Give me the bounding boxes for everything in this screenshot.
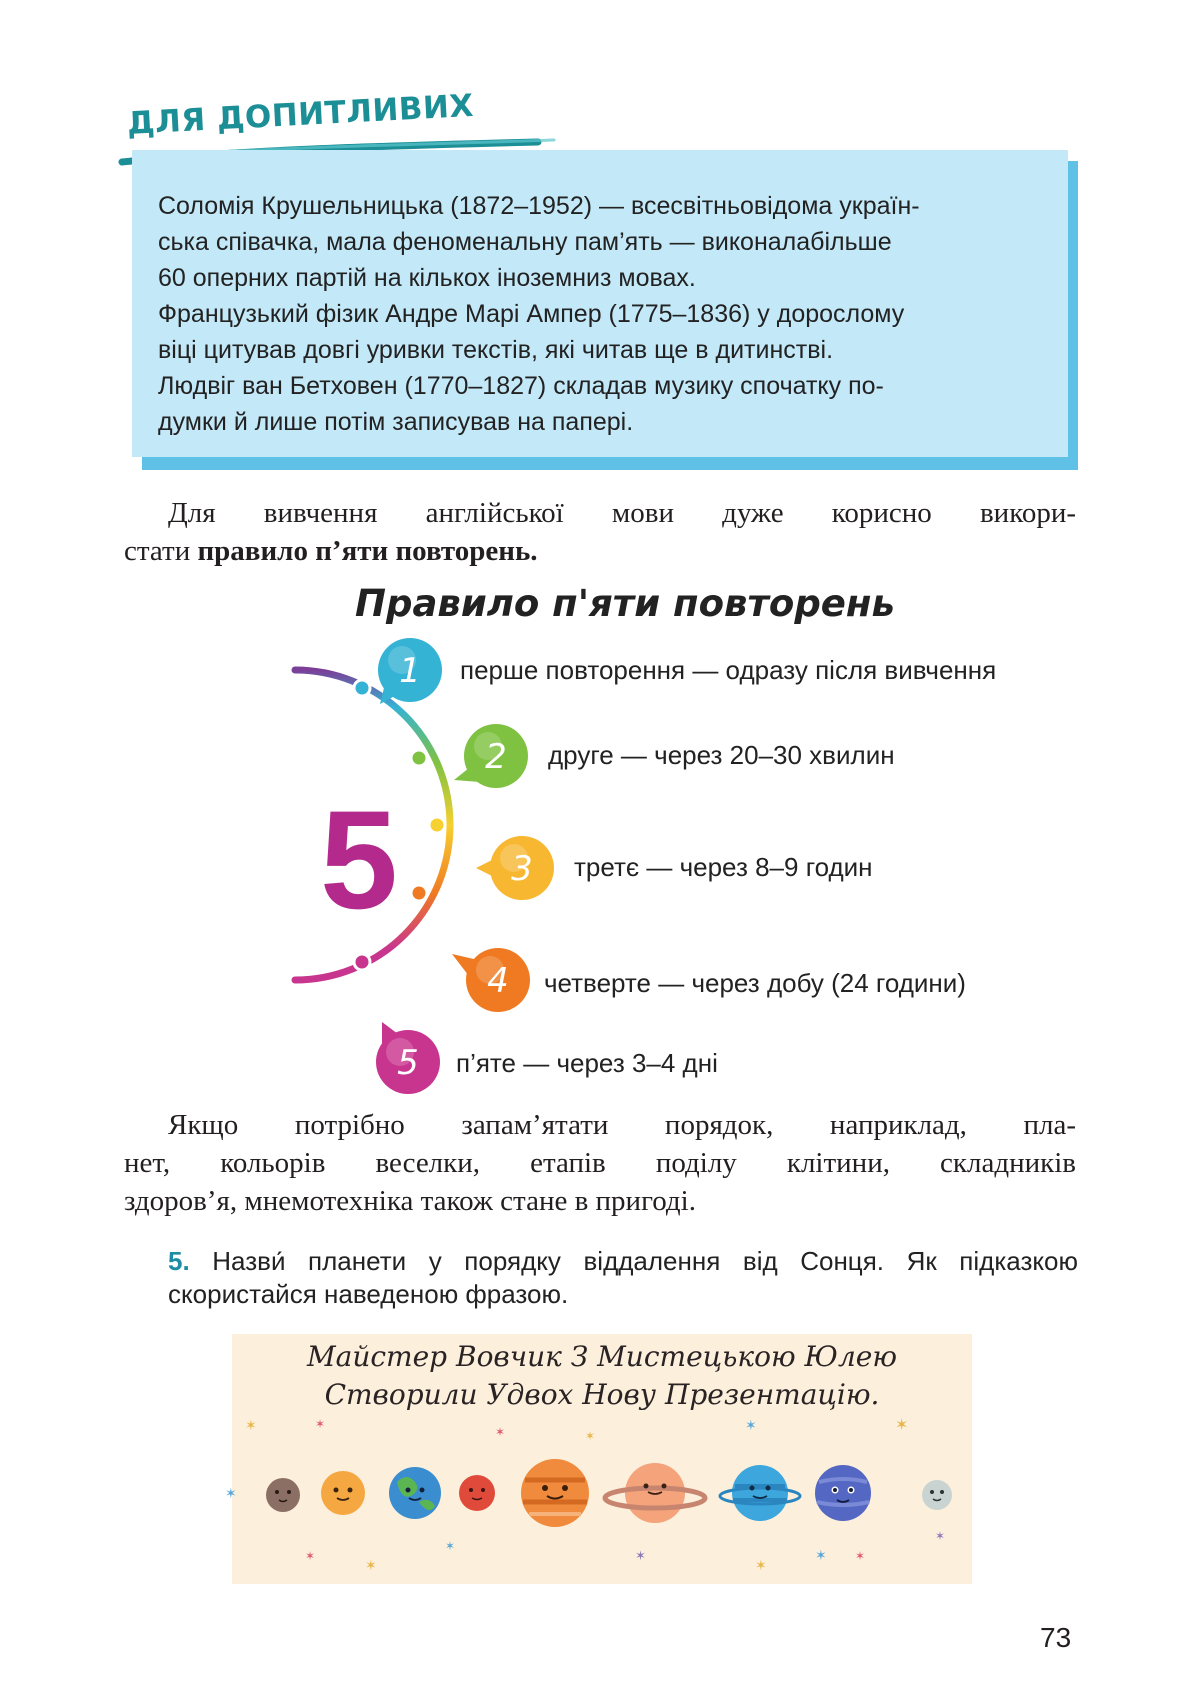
planet-mercury: [266, 1478, 300, 1512]
planet-mars: [459, 1475, 495, 1511]
svg-text:✶: ✶: [365, 1557, 377, 1573]
big-five-number: 5: [320, 781, 398, 938]
svg-text:✶: ✶: [935, 1529, 946, 1543]
step-4-bubble: [450, 942, 534, 1016]
mnemonic-phrase: [232, 1338, 972, 1414]
svg-text:✶: ✶: [755, 1557, 767, 1573]
diagram-title: Правило п'яти повторень: [355, 582, 895, 625]
mnemonics-paragraph: [124, 1106, 1076, 1220]
planet-uranus: [720, 1465, 800, 1521]
mnemonic-line-2: Створили Удвох Нову Презентацію.: [324, 1378, 880, 1411]
intro-line-1: [124, 494, 1076, 532]
svg-text:✶: ✶: [585, 1429, 596, 1443]
step-number: 4: [487, 961, 509, 1001]
planets-illustration: [215, 1410, 985, 1586]
info-line: ська співачка, мала феноменальну пам’ять — виконалабільше: [158, 228, 892, 256]
step-number: 3: [511, 849, 533, 889]
mnemonic-line-1: Майстер Вовчик З Мистецькою Юлею: [306, 1340, 898, 1373]
paragraph-line: здоров’я, мнемотехніка також стане в пригоді.: [124, 1185, 696, 1217]
planet-saturn: [605, 1463, 705, 1523]
rule-name-bold: правило п’яти повторень.: [197, 535, 538, 567]
svg-text:✶: ✶: [815, 1547, 827, 1563]
svg-text:✶: ✶: [225, 1485, 237, 1501]
step-5-label: п’яте — через 3–4 дні: [456, 1048, 718, 1078]
svg-text:✶: ✶: [495, 1425, 506, 1439]
info-line: Соломія Крушельницька (1872–1952) — всесвітньовідома україн-: [158, 192, 920, 220]
info-box-text: [158, 188, 1058, 440]
intro-line-2: [124, 532, 1076, 570]
star-icon: [635, 1529, 945, 1563]
step-4-label: четверте — через добу (24 години): [544, 968, 966, 998]
svg-text:✶: ✶: [445, 1539, 456, 1553]
step-1-bubble: [372, 634, 448, 714]
info-line: Французький фізик Андре Марі Ампер (1775–1836) у дорослому: [158, 300, 905, 328]
step-2-label: друге — через 20–30 хвилин: [548, 740, 895, 770]
paragraph-line: нет, кольорів веселки, етапів поділу клітини, складників: [124, 1147, 1076, 1179]
svg-text:✶: ✶: [855, 1549, 866, 1563]
info-line: Людвіг ван Бетховен (1770–1827) складав музику спочатку по-: [158, 372, 884, 400]
svg-text:✶: ✶: [315, 1417, 326, 1431]
task-number: 5.: [168, 1246, 190, 1276]
intro-text: Для вивчення англійської мови дуже корисно викори-: [168, 497, 1076, 529]
paragraph-text: Якщо потрібно запам’ятати порядок, наприклад, пла-: [168, 1109, 1076, 1141]
task-text: Назви́ планети у порядку віддалення від Сонця. Як підказкою скористайся наведеною фразою.: [168, 1246, 1078, 1309]
step-number: 5: [397, 1043, 419, 1083]
sidebar-heading: ДЛЯ ДОПИТЛИВИХ: [126, 87, 475, 142]
svg-text:✶: ✶: [895, 1417, 909, 1434]
step-5-bubble: [368, 1018, 448, 1098]
step-number: 1: [399, 651, 421, 691]
step-3-bubble: [474, 832, 558, 904]
svg-text:✶: ✶: [745, 1417, 757, 1433]
info-line: 60 оперних партій на кількох іноземниз мовах.: [158, 264, 696, 292]
intro-text: стати: [124, 535, 198, 567]
planet-venus: [321, 1471, 365, 1515]
info-line: думки й лише потім записував на папері.: [158, 408, 634, 436]
step-number: 2: [485, 737, 507, 777]
svg-text:✶: ✶: [305, 1549, 316, 1563]
paragraph-line: [124, 1106, 1076, 1144]
planet-pluto: [922, 1480, 952, 1510]
planet-neptune: [815, 1465, 871, 1521]
planet-jupiter: [521, 1459, 589, 1527]
step-3-label: третє — через 8–9 годин: [574, 852, 873, 882]
intro-paragraph: [124, 494, 1076, 570]
svg-text:✶: ✶: [635, 1548, 646, 1563]
page-number: 73: [1040, 1622, 1072, 1653]
task-5: [168, 1245, 1078, 1311]
info-line: віці цитував довгі уривки текстів, які читав ще в дитинстві.: [158, 336, 834, 364]
svg-text:✶: ✶: [245, 1417, 257, 1433]
step-2-bubble: [452, 720, 532, 794]
planet-earth: [389, 1467, 441, 1519]
step-1-label: перше повторення — одразу після вивчення: [460, 655, 997, 685]
